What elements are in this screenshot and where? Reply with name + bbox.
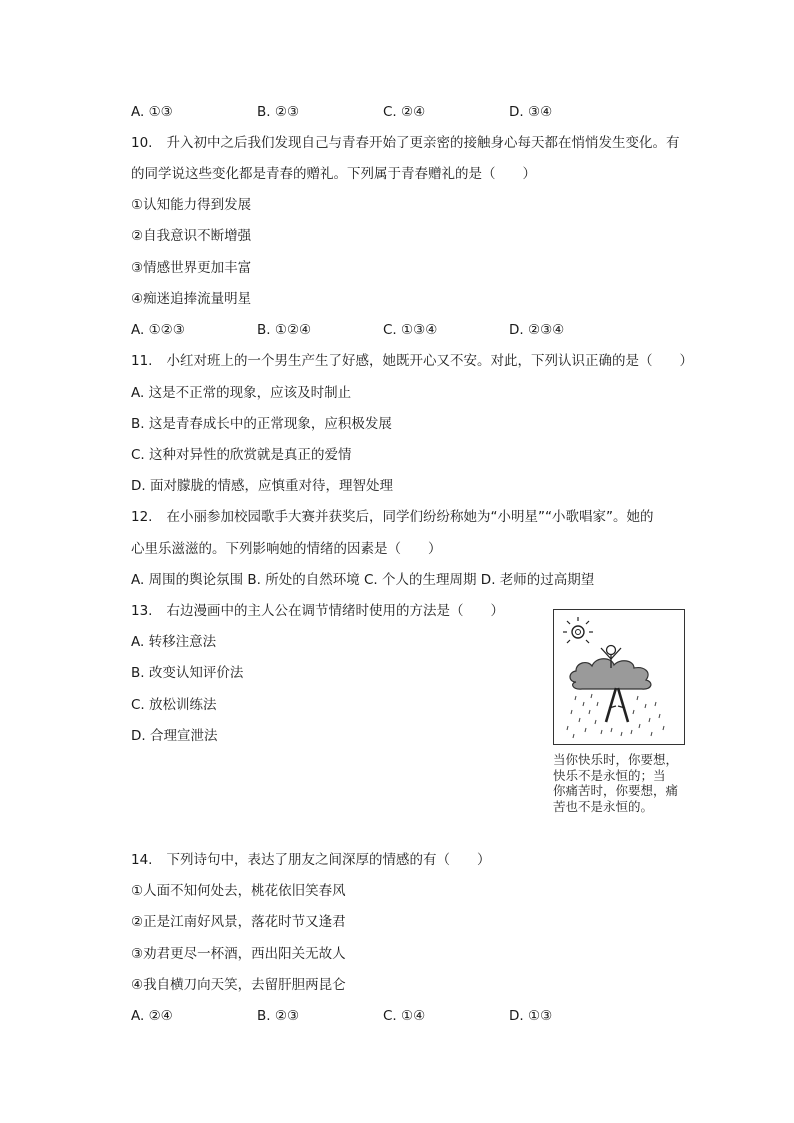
cartoon-caption bbox=[553, 752, 693, 814]
q9-option-c: C. ②④ bbox=[383, 104, 426, 120]
q12-stem bbox=[131, 508, 653, 526]
q14-stem bbox=[131, 851, 490, 869]
q13-stem-text: 右边漫画中的主人公在调节情绪时使用的方法是（ ） bbox=[166, 603, 504, 619]
q10-number: 10. bbox=[131, 135, 153, 151]
q14-option-b: B. ②③ bbox=[257, 1008, 300, 1024]
q12-options: A. 周围的舆论氛围 B. 所处的自然环境 C. 个人的生理周期 D. 老师的过高期望 bbox=[131, 572, 595, 588]
q10-item-2: ②自我意识不断增强 bbox=[131, 228, 252, 244]
q10-stem bbox=[131, 134, 679, 152]
q9-options bbox=[131, 103, 651, 121]
q14-item-1: ①人面不知何处去，桃花依旧笑春风 bbox=[131, 883, 346, 899]
q12-number: 12. bbox=[131, 509, 153, 525]
q12-stem-line1: 在小丽参加校园歌手大赛并获奖后，同学们纷纷称她为“小明星”“小歌唱家”。她的 bbox=[166, 509, 654, 525]
cartoon-frame bbox=[553, 609, 685, 745]
q11-option-d: D. 面对朦胧的情感，应慎重对待，理智处理 bbox=[131, 478, 393, 494]
q10-option-b: B. ①②④ bbox=[257, 322, 312, 338]
q13-number: 13. bbox=[131, 603, 153, 619]
q13-option-a: A. 转移注意法 bbox=[131, 634, 217, 650]
q10-option-c: C. ①③④ bbox=[383, 322, 438, 338]
q10-option-d: D. ②③④ bbox=[509, 322, 565, 338]
sun-icon bbox=[563, 617, 593, 643]
q10-item-3: ③情感世界更加丰富 bbox=[131, 260, 252, 276]
q14-item-3: ③劝君更尽一杯酒，西出阳关无故人 bbox=[131, 946, 346, 962]
q10-option-a: A. ①②③ bbox=[131, 322, 185, 338]
q12-stem-line2: 心里乐滋滋的。下列影响她的情绪的因素是（ ） bbox=[131, 541, 442, 557]
q11-stem-text: 小红对班上的一个男生产生了好感，她既开心又不安。对此，下列认识正确的是（ ） bbox=[166, 353, 693, 369]
q11-option-a: A. 这是不正常的现象，应该及时制止 bbox=[131, 385, 352, 401]
q14-option-d: D. ①③ bbox=[509, 1008, 553, 1024]
rain-icon bbox=[567, 694, 664, 738]
q14-number: 14. bbox=[131, 852, 153, 868]
q10-options bbox=[131, 321, 651, 339]
cartoon-illustration bbox=[554, 610, 683, 743]
q13-option-b: B. 改变认知评价法 bbox=[131, 665, 244, 681]
q14-item-2: ②正是江南好风景，落花时节又逢君 bbox=[131, 914, 346, 930]
q14-stem-text: 下列诗句中，表达了朋友之间深厚的情感的有（ ） bbox=[166, 852, 491, 868]
q11-number: 11. bbox=[131, 353, 153, 369]
q14-option-a: A. ②④ bbox=[131, 1008, 173, 1024]
q11-stem bbox=[131, 352, 693, 370]
q9-option-a: A. ①③ bbox=[131, 104, 173, 120]
q13-option-d: D. 合理宣泄法 bbox=[131, 728, 218, 744]
cartoon-figure bbox=[553, 609, 689, 815]
q10-stem-line1: 升入初中之后我们发现自己与青春开始了更亲密的接触身心每天都在悄悄发生变化。有 bbox=[166, 135, 680, 151]
q10-item-1: ①认知能力得到发展 bbox=[131, 197, 252, 213]
q9-option-b: B. ②③ bbox=[257, 104, 300, 120]
caption-line-4: 苦也不是永恒的。 bbox=[553, 798, 654, 814]
q10-stem-line2: 的同学说这些变化都是青春的赠礼。下列属于青春赠礼的是（ ） bbox=[131, 166, 536, 182]
q11-option-c: C. 这种对异性的欣赏就是真正的爱情 bbox=[131, 447, 352, 463]
q9-option-d: D. ③④ bbox=[509, 104, 553, 120]
q13-option-c: C. 放松训练法 bbox=[131, 697, 217, 713]
q14-item-4: ④我自横刀向天笑，去留肝胆两昆仑 bbox=[131, 977, 346, 993]
q14-options bbox=[131, 1007, 651, 1025]
stilts-icon bbox=[606, 688, 628, 722]
q14-option-c: C. ①④ bbox=[383, 1008, 426, 1024]
q11-option-b: B. 这是青春成长中的正常现象，应积极发展 bbox=[131, 416, 392, 432]
caption-line-3: 你痛苦时，你要想，痛 bbox=[553, 783, 679, 798]
q10-item-4: ④痴迷追捧流量明星 bbox=[131, 291, 252, 307]
q13-stem bbox=[131, 602, 504, 620]
caption-line-2: 快乐不是永恒的；当 bbox=[553, 767, 666, 783]
caption-line-1: 当你快乐时，你要想， bbox=[553, 752, 679, 767]
